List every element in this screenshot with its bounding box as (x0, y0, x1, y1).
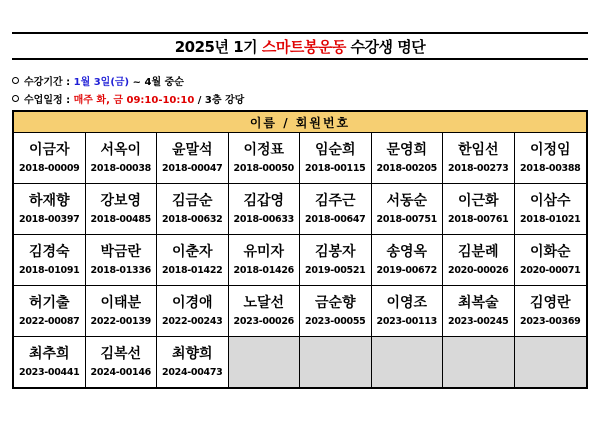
member-number: 2018-00647 (305, 213, 366, 225)
student-cell (443, 133, 515, 184)
member-number: 2020-00026 (448, 264, 509, 276)
student-cell (157, 133, 229, 184)
member-number: 2018-00009 (19, 162, 80, 174)
student-name: 유미자 (243, 243, 285, 260)
empty-cell (300, 337, 372, 388)
student-name: 최추희 (28, 346, 70, 362)
student-cell (300, 286, 372, 337)
page-title (12, 32, 588, 60)
student-name: 이태분 (100, 294, 142, 311)
student-cell (157, 235, 229, 286)
student-name: 김분례 (457, 243, 499, 260)
student-name: 김봉자 (314, 243, 356, 260)
student-cell (300, 133, 372, 184)
student-cell (515, 286, 587, 337)
period-end: ~ 4월 중순 (129, 77, 184, 88)
student-name: 임순희 (314, 141, 356, 158)
member-number: 2022-00243 (162, 315, 223, 327)
member-number: 2018-01422 (162, 264, 223, 276)
student-cell (229, 133, 301, 184)
student-name: 윤말석 (171, 141, 213, 158)
student-name: 박금란 (100, 243, 142, 260)
member-number: 2022-00087 (19, 315, 80, 327)
empty-cell (372, 337, 444, 388)
student-name: 이영조 (386, 294, 428, 311)
empty-cell (443, 337, 515, 388)
student-name: 이경애 (171, 294, 213, 311)
member-number: 2023-00245 (448, 315, 509, 327)
member-number: 2018-01426 (233, 264, 294, 276)
member-number: 2022-00139 (90, 315, 151, 327)
student-name: 강보영 (100, 192, 142, 209)
student-cell (443, 184, 515, 235)
student-name: 이근화 (457, 192, 499, 209)
student-cell (14, 235, 86, 286)
student-name: 이금자 (28, 141, 70, 158)
student-cell (86, 337, 158, 388)
member-number: 2023-00113 (376, 315, 437, 327)
period-start: 1월 3일(금) (73, 77, 130, 88)
student-cell (372, 184, 444, 235)
student-cell (86, 133, 158, 184)
schedule-label: 수업일정 : (24, 95, 74, 106)
student-cell (86, 286, 158, 337)
student-cell (372, 235, 444, 286)
member-number: 2018-01021 (520, 213, 581, 225)
student-cell (515, 235, 587, 286)
student-roster-table (12, 110, 588, 389)
roster-grid (14, 133, 586, 388)
member-number: 2018-00397 (19, 213, 80, 225)
course-schedule (12, 91, 244, 106)
title-prefix: 2025년 1기 (174, 37, 262, 56)
student-cell (86, 184, 158, 235)
student-name: 한임선 (457, 141, 499, 158)
student-name: 김갑영 (243, 192, 285, 209)
student-name: 이삼수 (529, 192, 571, 209)
student-name: 노달선 (243, 294, 285, 311)
student-cell (443, 235, 515, 286)
member-number: 2024-00473 (162, 367, 223, 378)
schedule-time: 매주 화, 금 09:10-10:10 (73, 95, 195, 106)
student-name: 김복선 (100, 346, 142, 362)
member-number: 2018-00038 (90, 162, 151, 174)
member-number: 2019-00672 (376, 264, 437, 276)
schedule-place: / 3층 강당 (194, 95, 245, 106)
student-cell (14, 133, 86, 184)
roster-header: 이름 / 회원번호 (14, 112, 586, 133)
empty-cell (229, 337, 301, 388)
student-cell (300, 184, 372, 235)
student-cell (515, 184, 587, 235)
empty-cell (515, 337, 587, 388)
student-cell (515, 133, 587, 184)
title-program-name: 스마트봉운동 (261, 37, 346, 56)
student-cell (14, 286, 86, 337)
member-number: 2018-00115 (305, 162, 366, 174)
student-cell (372, 286, 444, 337)
member-number: 2018-00205 (376, 162, 437, 174)
circle-bullet-icon (12, 77, 19, 84)
student-cell (157, 337, 229, 388)
student-cell (229, 286, 301, 337)
student-cell (229, 235, 301, 286)
student-name: 하재향 (28, 192, 70, 209)
student-name: 문영희 (386, 141, 428, 158)
student-name: 김주근 (314, 192, 356, 209)
student-name: 이정표 (243, 141, 285, 158)
member-number: 2018-00273 (448, 162, 509, 174)
member-number: 2018-00047 (162, 162, 223, 174)
member-number: 2018-00388 (520, 162, 581, 174)
student-cell (300, 235, 372, 286)
period-label: 수강기간 : (24, 77, 74, 88)
student-name: 김경숙 (28, 243, 70, 260)
student-name: 김금순 (171, 192, 213, 209)
student-cell (14, 337, 86, 388)
member-number: 2023-00026 (233, 315, 294, 327)
student-cell (157, 286, 229, 337)
member-number: 2018-00751 (376, 213, 437, 225)
member-number: 2024-00146 (90, 367, 151, 378)
member-number: 2018-00632 (162, 213, 223, 225)
student-cell (443, 286, 515, 337)
student-name: 최복술 (457, 294, 499, 311)
member-number: 2018-01336 (90, 264, 151, 276)
student-name: 서옥이 (100, 141, 142, 158)
student-name: 송영옥 (386, 243, 428, 260)
member-number: 2018-00761 (448, 213, 509, 225)
student-name: 이정임 (529, 141, 571, 158)
member-number: 2018-00050 (233, 162, 294, 174)
course-period (12, 73, 184, 88)
member-number: 2023-00441 (19, 367, 80, 378)
student-cell (229, 184, 301, 235)
circle-bullet-icon (12, 95, 19, 102)
student-cell (157, 184, 229, 235)
member-number: 2020-00071 (520, 264, 581, 276)
member-number: 2018-00485 (90, 213, 151, 225)
student-cell (372, 133, 444, 184)
member-number: 2023-00369 (520, 315, 581, 327)
student-name: 서동순 (386, 192, 428, 209)
student-name: 최향희 (171, 346, 213, 362)
student-name: 김영란 (529, 294, 571, 311)
student-name: 이화순 (529, 243, 571, 260)
title-suffix: 수강생 명단 (345, 37, 426, 56)
member-number: 2018-00633 (233, 213, 294, 225)
student-cell (86, 235, 158, 286)
member-number: 2019-00521 (305, 264, 366, 276)
member-number: 2023-00055 (305, 315, 366, 327)
member-number: 2018-01091 (19, 264, 80, 276)
student-cell (14, 184, 86, 235)
student-name: 이춘자 (171, 243, 213, 260)
student-name: 허기출 (28, 294, 70, 311)
student-name: 금순향 (314, 294, 356, 311)
